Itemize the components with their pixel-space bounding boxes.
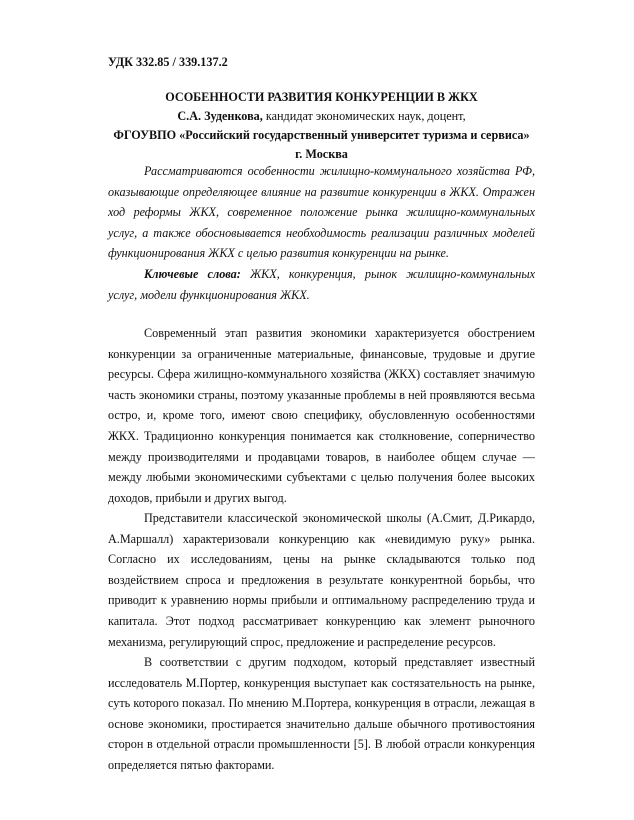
author-line bbox=[108, 109, 535, 124]
keywords-label: Ключевые слова: bbox=[144, 267, 241, 281]
institution: ФГОУВПО «Российский государственный университет туризма и сервиса» bbox=[113, 128, 530, 142]
author-name: С.А. Зуденкова, bbox=[177, 109, 263, 123]
keywords-text: ЖКХ, конкуренция, рынок жилищно-коммунальных услуг, модели функционирования ЖКХ. bbox=[108, 267, 535, 302]
body-paragraph-2: Традиционно конкуренция понимается как столкновение, соперничество между производителями и продавцами товаров, в наиболее общем случае — между любыми экономическими субъектами с целью получения более высоких доходов, прибыли и других выгод. bbox=[108, 429, 535, 505]
abstract: Рассматриваются особенности жилищно-коммунального хозяйства РФ, оказывающие определяющее влияние на развитие конкуренции в ЖКХ. Отражен ход реформы ЖКХ, современное положение рынка жилищно-коммунальных услуг, а также обосновывается необходимость реализации различных моделей функционирования ЖКХ с целью развития конкуренции на рынке. bbox=[108, 164, 535, 261]
body-paragraph-3: Представители классической экономической школы (А.Смит, Д.Рикардо, А.Маршалл) характеризовали конкуренцию как «невидимую руку» рынка. Согласно их исследованиям, цены на рынке складываются только под воздействием спроса и предложения в результате конкурентной борьбы, что приводит к уравнению нормы прибыли и оптимальному распределению труда и капитала. Этот подход рассматривает конкуренцию как элемент рыночного механизма, регулирующий спрос, предложение и распределение ресурсов. bbox=[108, 511, 535, 649]
author-degree: кандидат экономических наук, доцент, bbox=[262, 109, 466, 123]
body-paragraph-4: В соответствии с другим подходом, который представляет известный исследователь М.Портер, конкуренция выступает как состязательность на рынке, суть которого показал. По мнению М.Портера, конкуренция в отрасли, лежащая в основе экономики, простирается значительно дальше обычного противостояния сторон в отдельной отрасли промышленности [5]. В любой отрасли конкуренция определяется пятью факторами. bbox=[108, 655, 535, 772]
article-title: ОСОБЕННОСТИ РАЗВИТИЯ КОНКУРЕНЦИИ В ЖКХ bbox=[165, 90, 478, 104]
udk-code: УДК 332.85 / 339.137.2 bbox=[108, 55, 228, 69]
keywords bbox=[108, 264, 535, 305]
city: г. Москва bbox=[295, 147, 348, 161]
body-paragraph-1: Современный этап развития экономики характеризуется обострением конкуренции за ограниченные материальные, финансовые, трудовые и другие ресурсы. Сфера жилищно-коммунального хозяйства (ЖКХ) составляет значимую часть экономики страны, поэтому указанные проблемы в ней проявляются весьма остро, и, кроме того, имеют свою специфику, обусловленную особенностями ЖКХ. bbox=[108, 326, 535, 443]
